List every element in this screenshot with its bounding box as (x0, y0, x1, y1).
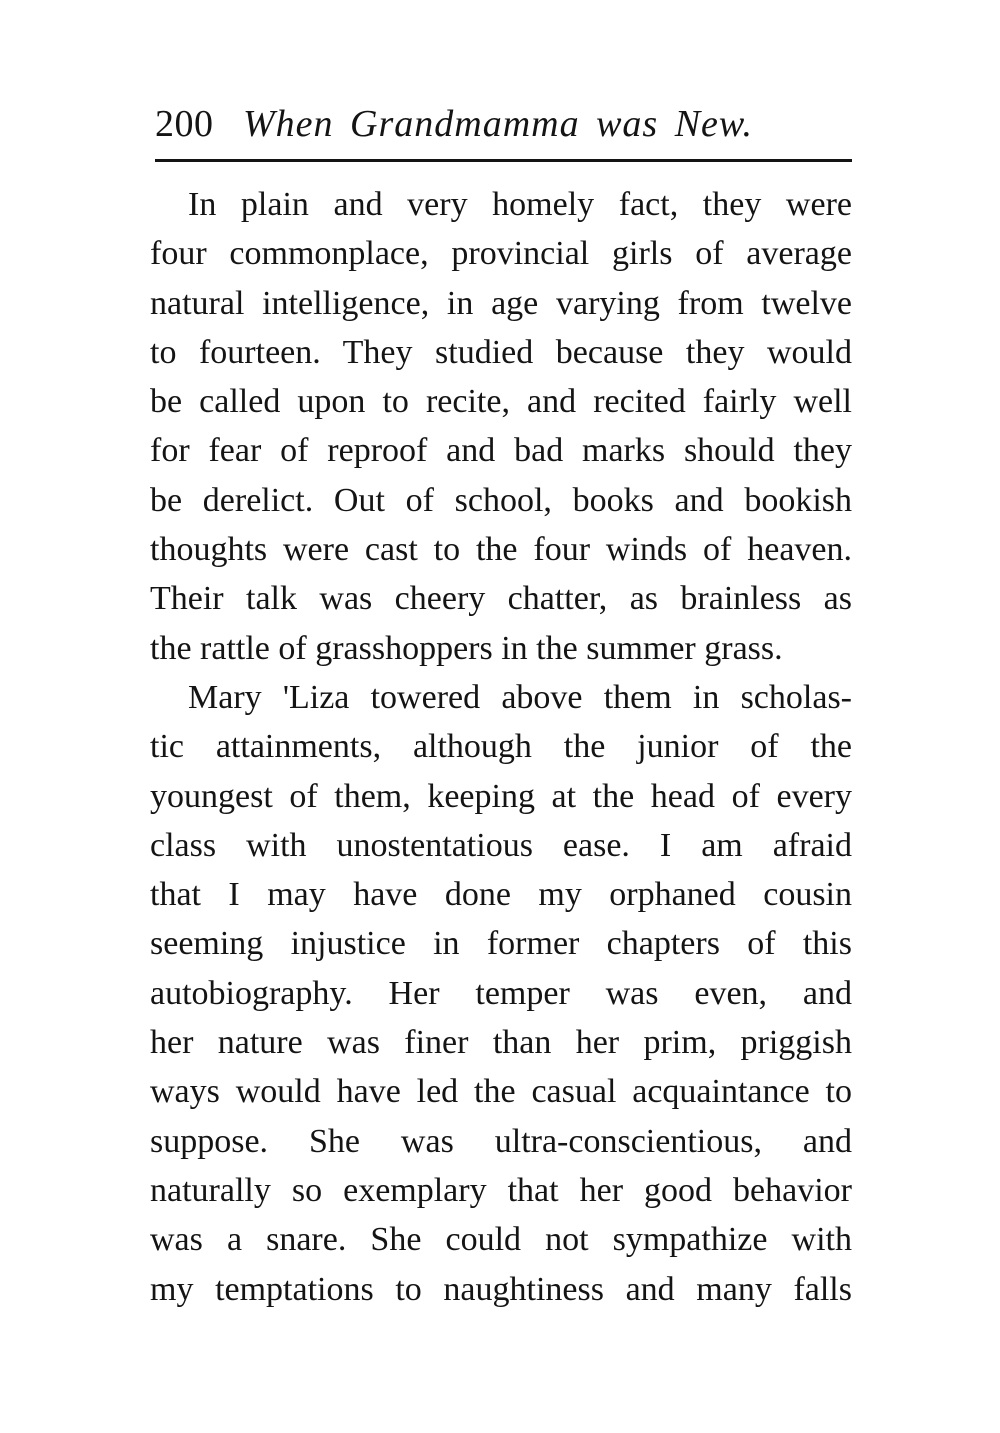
text-line: Their talk was cheery chatter, as brainless as (150, 580, 852, 618)
paragraph-1 (150, 180, 852, 673)
text-line: my temptations to naughtiness and many falls (150, 1270, 852, 1308)
text-line: her nature was finer than her prim, priggish (150, 1024, 852, 1062)
text-line: youngest of them, keeping at the head of every (150, 777, 852, 815)
text-line: class with unostentatious ease. I am afraid (150, 826, 852, 864)
text-line: four commonplace, provincial girls of average (150, 235, 852, 273)
body-text (150, 180, 852, 1314)
text-line: ways would have led the casual acquaintance to (150, 1073, 852, 1111)
text-line: to fourteen. They studied because they would (150, 333, 852, 371)
text-line: Mary 'Liza towered above them in scholas- (188, 678, 852, 716)
text-line: suppose. She was ultra-conscientious, and (150, 1122, 852, 1160)
text-line: seeming injustice in former chapters of this (150, 925, 852, 963)
text-line: that I may have done my orphaned cousin (150, 876, 852, 914)
text-line: naturally so exemplary that her good behavior (150, 1171, 852, 1209)
paragraph-2 (150, 673, 852, 1314)
text-line: autobiography. Her temper was even, and (150, 974, 852, 1012)
text-line: tic attainments, although the junior of the (150, 728, 852, 766)
page-number: 200 (155, 103, 214, 145)
text-line: be called upon to recite, and recited fairly well (150, 383, 852, 421)
text-line: In plain and very homely fact, they were (188, 186, 852, 223)
text-line: thoughts were cast to the four winds of heaven. (150, 531, 852, 569)
text-line: the rattle of grasshoppers in the summer grass. (150, 629, 783, 667)
text-line: be derelict. Out of school, books and bookish (150, 481, 852, 519)
running-head (155, 96, 855, 152)
text-line: natural intelligence, in age varying from twelve (150, 284, 852, 322)
header-rule (155, 159, 852, 162)
running-title: When Grandmamma was New. (243, 103, 753, 145)
text-line: was a snare. She could not sympathize with (150, 1221, 852, 1259)
text-line: for fear of reproof and bad marks should they (150, 432, 852, 470)
